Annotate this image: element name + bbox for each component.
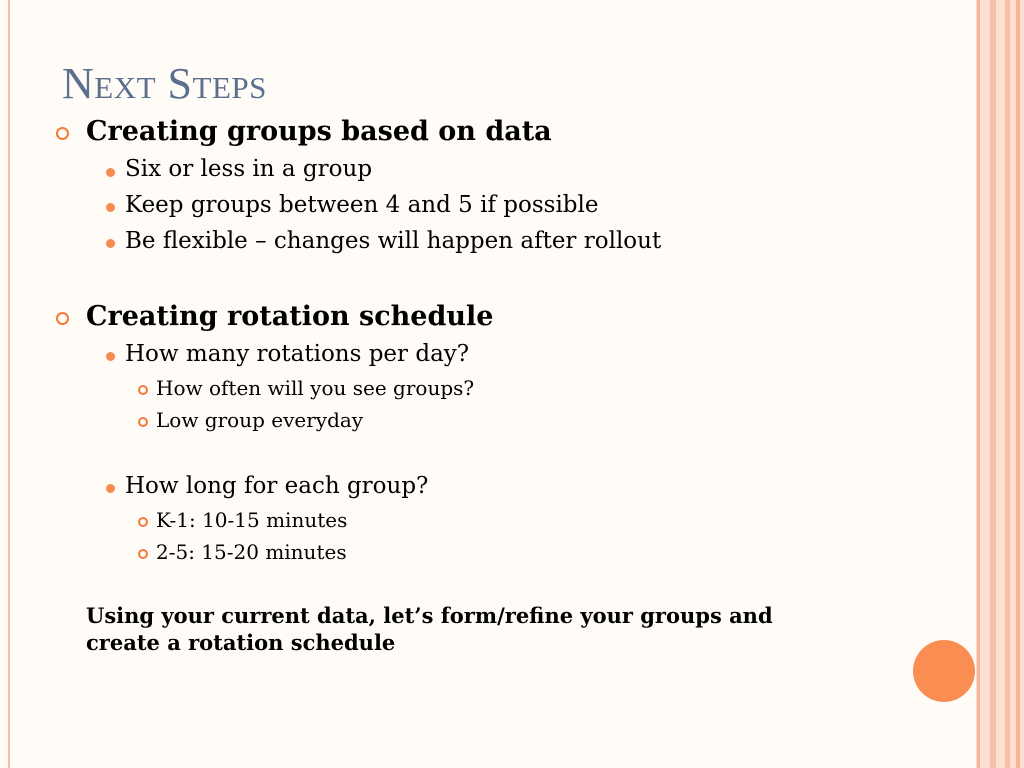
list-item: Six or less in a group	[125, 156, 373, 182]
bullet-ring-icon	[56, 127, 69, 140]
list-item: Be flexible – changes will happen after rollout	[125, 228, 662, 254]
sub-list-item: How often will you see groups?	[156, 376, 475, 400]
bullet-small-ring-icon	[138, 517, 148, 527]
section-heading-rotation: Creating rotation schedule	[86, 301, 494, 332]
sub-list-item: 2-5: 15-20 minutes	[156, 540, 347, 564]
list-item: How many rotations per day?	[125, 341, 470, 367]
list-item: How long for each group?	[125, 473, 429, 499]
bullet-dot-icon	[106, 168, 115, 177]
list-item: Keep groups between 4 and 5 if possible	[125, 192, 599, 218]
call-to-action-text: Using your current data, let’s form/refine your groups and create a rotation schedule	[86, 603, 773, 655]
sub-list-item: Low group everyday	[156, 408, 364, 432]
bullet-dot-icon	[106, 239, 115, 248]
bullet-ring-icon	[56, 312, 69, 325]
section-heading-groups: Creating groups based on data	[86, 116, 552, 147]
bullet-dot-icon	[106, 352, 115, 361]
bullet-small-ring-icon	[138, 417, 148, 427]
sub-list-item: K-1: 10-15 minutes	[156, 508, 348, 532]
bullet-small-ring-icon	[138, 385, 148, 395]
bullet-dot-icon	[106, 203, 115, 212]
bullet-small-ring-icon	[138, 549, 148, 559]
slide-title: Next Steps	[62, 59, 267, 108]
bullet-dot-icon	[106, 484, 115, 493]
